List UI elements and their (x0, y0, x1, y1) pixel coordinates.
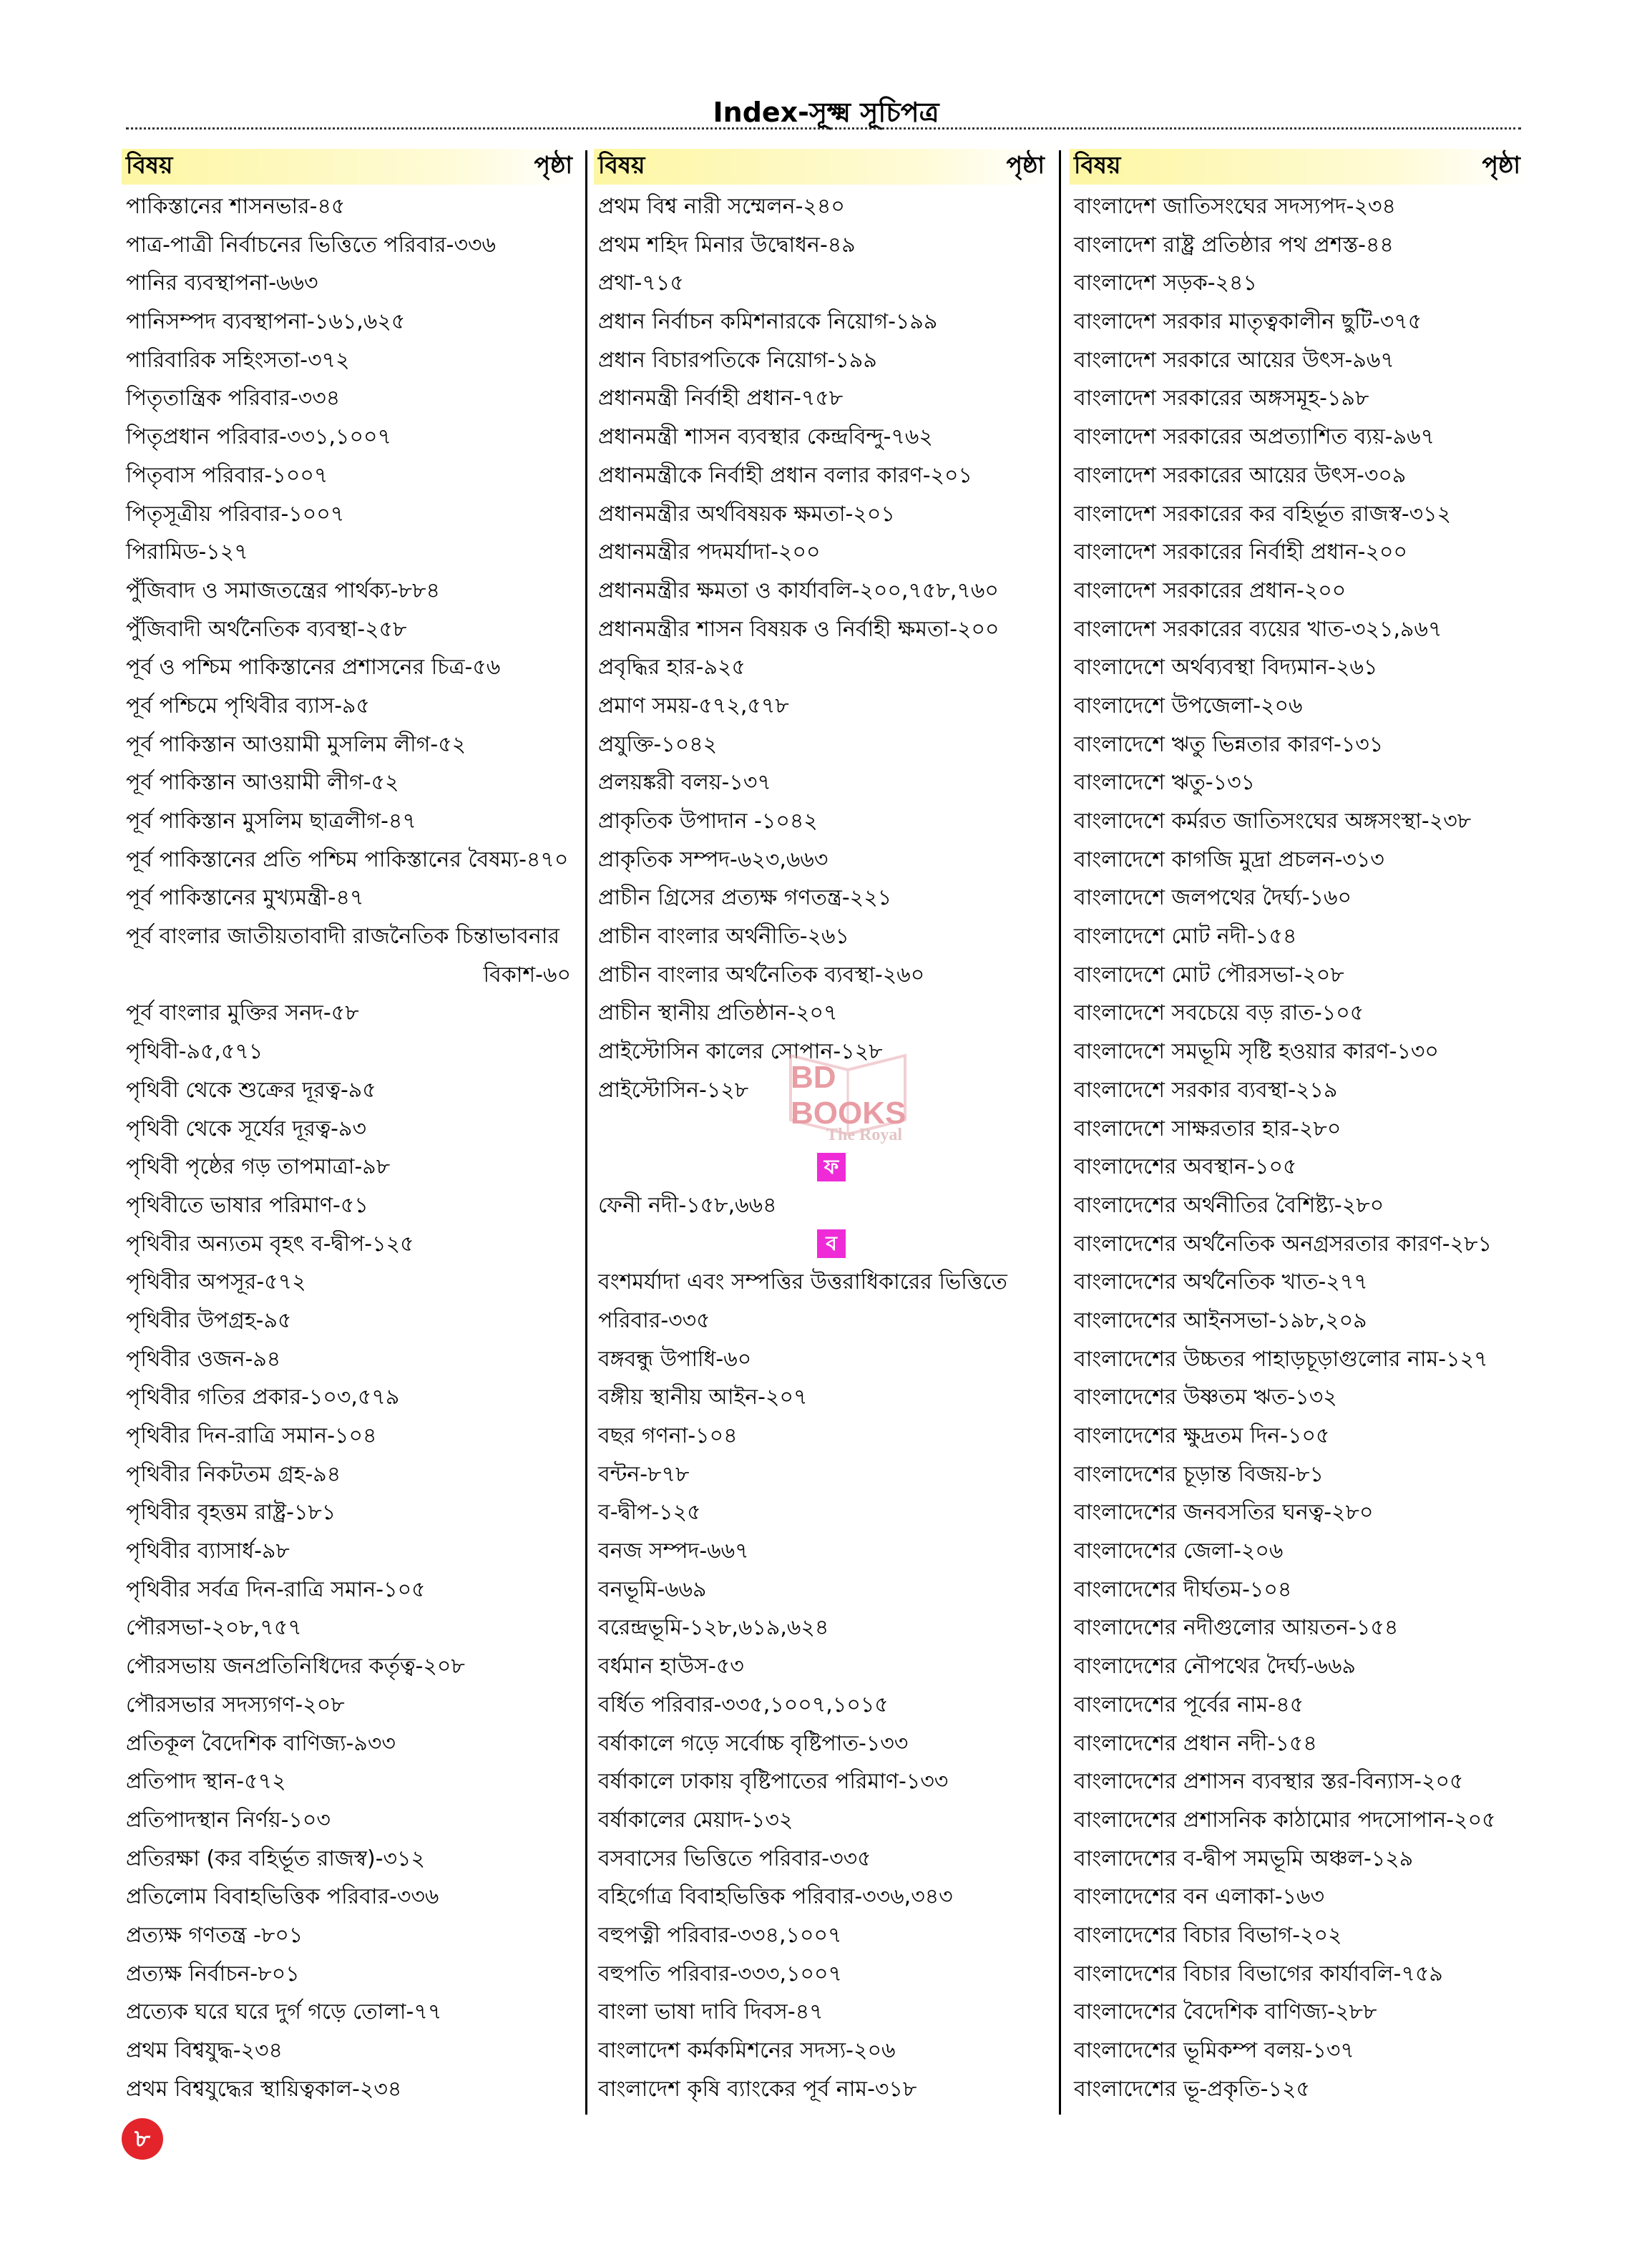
index-entry: প্রত্যক্ষ নির্বাচন-৮০১ (126, 1961, 300, 1987)
index-entry: বাংলাদেশে ঋতু-১৩১ (1074, 770, 1256, 796)
index-entry: পৃথিবীর উপগ্রহ-৯৫ (126, 1307, 292, 1333)
index-entry: পানির ব্যবস্থাপনা-৬৬৩ (126, 270, 318, 296)
index-entry: বাংলাদেশে মোট নদী-১৫৪ (1074, 924, 1297, 950)
index-entry: বর্ষাকালে গড়ে সর্বোচ্চ বৃষ্টিপাত-১৩৩ (598, 1730, 909, 1756)
index-entry: বন্টন-৮৭৮ (598, 1461, 690, 1487)
index-entry: বাংলাদেশের অবস্থান-১০৫ (1074, 1154, 1297, 1180)
index-entry: পৌরসভা-২০৮,৭৫৭ (126, 1615, 302, 1641)
index-entry: পৃথিবীর নিকটতম গ্রহ-৯৪ (126, 1461, 341, 1487)
index-entry: পিরামিড-১২৭ (126, 540, 248, 565)
index-entry: পারিবারিক সহিংসতা-৩৭২ (126, 347, 350, 373)
index-entry: বছর গণনা-১০৪ (598, 1423, 738, 1448)
index-entry: প্রধানমন্ত্রীর অর্থবিষয়ক ক্ষমতা-২০১ (598, 501, 895, 527)
index-entry: বাংলাদেশে উপজেলা-২০৬ (1074, 693, 1303, 718)
index-entry: বাংলাদেশের পূর্বের নাম-৪৫ (1074, 1692, 1304, 1717)
index-entry: বাংলাদেশে সমভূমি সৃষ্টি হওয়ার কারণ-১৩০ (1074, 1039, 1439, 1065)
index-entry: বাংলাদেশে সরকার ব্যবস্থা-২১৯ (1074, 1077, 1338, 1103)
header-page: পৃষ্ঠা (1482, 151, 1520, 179)
page-title: Index-সূক্ষ্ম সূচিপত্র (713, 97, 939, 128)
index-entry: বাংলাদেশ সরকার মাতৃত্বকালীন ছুটি-৩৭৫ (1074, 309, 1422, 335)
index-entry: বাংলাদেশের অর্থনীতির বৈশিষ্ট্য-২৮০ (1074, 1192, 1384, 1218)
header-subject: বিষয় (598, 151, 645, 179)
index-entry: পৃথিবীর অন্যতম বৃহৎ ব-দ্বীপ-১২৫ (126, 1231, 414, 1257)
column-divider-1 (585, 150, 587, 2115)
index-entry: বাংলাদেশ রাষ্ট্র প্রতিষ্ঠার পথ প্রশস্ত-৪৪ (1074, 232, 1394, 258)
index-entry: বনভূমি-৬৬৯ (598, 1576, 707, 1602)
index-entry: বনজ সম্পদ-৬৬৭ (598, 1539, 749, 1564)
index-entry: বহুপতি পরিবার-৩৩৩,১০০৭ (598, 1961, 843, 1987)
index-entry: পৃথিবী পৃষ্ঠের গড় তাপমাত্রা-৯৮ (126, 1154, 391, 1180)
watermark-logo (776, 1041, 927, 1163)
index-entry: প্রতিরক্ষা (কর বহির্ভূত রাজস্ব)-৩১২ (126, 1846, 426, 1871)
index-entry: পূর্ব পাকিস্তান মুসলিম ছাত্রলীগ-৪৭ (126, 809, 416, 834)
index-entry: পূর্ব পাকিস্তান আওয়ামী মুসলিম লীগ-৫২ (126, 731, 466, 757)
index-entry: বাংলাদেশের জনবসতির ঘনত্ব-২৮০ (1074, 1500, 1374, 1526)
watermark-text: BD BOOKS (791, 1060, 906, 1131)
index-entry: বাংলাদেশ সরকারে আয়ের উৎস-৯৬৭ (1074, 347, 1394, 373)
index-entry: বহুপত্নী পরিবার-৩৩৪,১০০৭ (598, 1922, 842, 1948)
title-divider (126, 127, 1521, 130)
index-entry: প্রমাণ সময়-৫৭২,৫৭৮ (598, 693, 789, 718)
section-letter-badge: ব (817, 1229, 846, 1258)
index-entry: বাংলাদেশের অর্থনৈতিক খাত-২৭৭ (1074, 1269, 1368, 1295)
watermark-subtext: The Royal (826, 1126, 903, 1144)
index-entry: প্রাচীন বাংলার অর্থনীতি-২৬১ (598, 924, 850, 950)
index-entry: পৌরসভার সদস্যগণ-২০৮ (126, 1692, 345, 1717)
index-entry: বাংলাদেশ কর্মকমিশনের সদস্য-২০৬ (598, 2038, 896, 2063)
index-entry: পূর্ব পাকিস্তান আওয়ামী লীগ-৫২ (126, 770, 399, 796)
index-entry: প্রথম বিশ্বযুদ্ধ-২৩৪ (126, 2038, 283, 2063)
index-entry: বরেন্দ্রভূমি-১২৮,৬১৯,৬২৪ (598, 1615, 829, 1641)
index-entry: প্রধান বিচারপতিকে নিয়োগ-১৯৯ (598, 347, 877, 373)
index-entry: বাংলাদেশ সরকারের অপ্রত্যাশিত ব্যয়-৯৬৭ (1074, 424, 1435, 450)
index-entry: বাংলা ভাষা দাবি দিবস-৪৭ (598, 1999, 823, 2025)
index-entry: বাংলাদেশ সরকারের অঙ্গসমূহ-১৯৮ (1074, 386, 1369, 411)
index-entry: বাংলাদেশের উষ্ণতম ঋত-১৩২ (1074, 1385, 1337, 1410)
page-number-badge: ৮ (122, 2118, 163, 2160)
index-entry: প্রধানমন্ত্রীর শাসন বিষয়ক ও নির্বাহী ক্ষমতা-২০০ (598, 616, 999, 642)
index-entry: বাংলাদেশের দীর্ঘতম-১০৪ (1074, 1576, 1292, 1602)
index-entry: প্রাইস্টোসিন কালের সোপান-১২৮ (598, 1039, 883, 1065)
index-entry: পরিবার-৩৩৫ (598, 1307, 710, 1333)
index-entry: পিতৃতান্ত্রিক পরিবার-৩৩৪ (126, 386, 341, 411)
index-entry: পূর্ব পাকিস্তানের মুখ্যমন্ত্রী-৪৭ (126, 885, 364, 911)
index-entry: প্রতিলোম বিবাহভিত্তিক পরিবার-৩৩৬ (126, 1884, 439, 1910)
index-entry: পানিসম্পদ ব্যবস্থাপনা-১৬১,৬২৫ (126, 309, 406, 335)
index-entry: বাংলাদেশের বিচার বিভাগ-২০২ (1074, 1922, 1342, 1948)
index-entry: পৃথিবী-৯৫,৫৭১ (126, 1039, 263, 1065)
index-entry: বাংলাদেশে অর্থব্যবস্থা বিদ্যমান-২৬১ (1074, 655, 1378, 681)
index-entry: প্রাচীন গ্রিসের প্রত্যক্ষ গণতন্ত্র-২২১ (598, 885, 892, 911)
index-entry: প্রধান নির্বাচন কমিশনারকে নিয়োগ-১৯৯ (598, 309, 938, 335)
index-entry: বাংলাদেশ সড়ক-২৪১ (1074, 270, 1257, 296)
index-entry: বাংলাদেশ জাতিসংঘের সদস্যপদ-২৩৪ (1074, 194, 1396, 219)
index-list (122, 187, 580, 2108)
index-entry: বাংলাদেশের ভূ-প্রকৃতি-১২৫ (1074, 2076, 1310, 2102)
index-entry: প্রলয়ঙ্করী বলয়-১৩৭ (598, 770, 771, 796)
index-entry: প্রত্যেক ঘরে ঘরে দুর্গ গড়ে তোলা-৭৭ (126, 1999, 442, 2025)
column-divider-2 (1059, 150, 1061, 2115)
index-entry: প্রথম শহিদ মিনার উদ্বোধন-৪৯ (598, 232, 856, 258)
index-entry: বাংলাদেশের নদীগুলোর আয়তন-১৫৪ (1074, 1615, 1399, 1641)
index-entry: পৃথিবীর দিন-রাত্রি সমান-১০৪ (126, 1423, 377, 1448)
index-entry: বাংলাদেশের বৈদেশিক বাণিজ্য-২৮৮ (1074, 1999, 1377, 2025)
index-entry: প্রতিপাদস্থান নির্ণয়-১০৩ (126, 1807, 331, 1833)
index-entry: পূর্ব পাকিস্তানের প্রতি পশ্চিম পাকিস্তানের বৈষম্য-৪৭০ (126, 847, 569, 872)
index-entry: পৃথিবীর ওজন-৯৪ (126, 1346, 281, 1372)
index-entry: পৃথিবীর অপসূর-৫৭২ (126, 1269, 306, 1295)
index-entry: বাংলাদেশের জেলা-২০৬ (1074, 1539, 1284, 1564)
index-entry: প্রথম বিশ্ব নারী সম্মেলন-২৪০ (598, 194, 845, 219)
index-entry: প্রাকৃতিক উপাদান -১০৪২ (598, 809, 818, 834)
index-column-3 (1070, 149, 1528, 2108)
index-entry: বাংলাদেশে মোট পৌরসভা-২০৮ (1074, 962, 1344, 988)
index-entry: প্রাইস্টোসিন-১২৮ (598, 1077, 749, 1103)
index-entry: বাংলাদেশের ভূমিকম্প বলয়-১৩৭ (1074, 2038, 1354, 2063)
index-entry: পিতৃসূত্রীয় পরিবার-১০০৭ (126, 501, 345, 527)
index-entry: বাংলাদেশ সরকারের নির্বাহী প্রধান-২০০ (1074, 540, 1407, 565)
index-entry: পিতৃপ্রধান পরিবার-৩৩১,১০০৭ (126, 424, 391, 450)
index-entry: প্রাচীন বাংলার অর্থনৈতিক ব্যবস্থা-২৬০ (598, 962, 925, 988)
index-entry: ব-দ্বীপ-১২৫ (598, 1500, 701, 1526)
index-entry: প্রাচীন স্থানীয় প্রতিষ্ঠান-২০৭ (598, 1000, 838, 1026)
index-entry: বাংলাদেশ সরকারের আয়ের উৎস-৩০৯ (1074, 462, 1407, 488)
index-entry: বহির্গোত্র বিবাহভিত্তিক পরিবার-৩৩৬,৩৪৩ (598, 1884, 953, 1910)
index-entry: বাংলাদেশের ব-দ্বীপ সমভূমি অঞ্চল-১২৯ (1074, 1846, 1414, 1871)
index-entry: প্রতিপাদ স্থান-৫৭২ (126, 1769, 286, 1795)
index-entry: প্রত্যক্ষ গণতন্ত্র -৮০১ (126, 1922, 303, 1948)
index-entry: পৃথিবীর বৃহত্তম রাষ্ট্র-১৮১ (126, 1500, 336, 1526)
index-entry: বাংলাদেশে জলপথের দৈর্ঘ্য-১৬০ (1074, 885, 1352, 911)
index-entry: ফেনী নদী-১৫৮,৬৬৪ (598, 1192, 777, 1218)
index-entry: বাংলাদেশের প্রধান নদী-১৫৪ (1074, 1730, 1317, 1756)
index-entry: বাংলাদেশের উচ্চতর পাহাড়চূড়াগুলোর নাম-১২৭ (1074, 1346, 1488, 1372)
index-entry: বঙ্গীয় স্থানীয় আইন-২০৭ (598, 1385, 808, 1410)
index-entry: পাকিস্তানের শাসনভার-৪৫ (126, 194, 346, 219)
index-entry: বাংলাদেশের অর্থনৈতিক অনগ্রসরতার কারণ-২৮১ (1074, 1231, 1492, 1257)
index-entry: বাংলাদেশের বন এলাকা-১৬৩ (1074, 1884, 1325, 1910)
index-entry: বাংলাদেশ সরকারের ব্যয়ের খাত-৩২১,৯৬৭ (1074, 616, 1442, 642)
index-entry: বর্ষাকালে ঢাকায় বৃষ্টিপাতের পরিমাণ-১৩৩ (598, 1769, 949, 1795)
header-page: পৃষ্ঠা (1006, 151, 1045, 179)
index-list (1070, 187, 1528, 2108)
column-header (1070, 149, 1528, 185)
index-entry: বাংলাদেশের ক্ষুদ্রতম দিন-১০৫ (1074, 1423, 1330, 1448)
index-entry: বঙ্গবন্ধু উপাধি-৬০ (598, 1346, 752, 1372)
index-entry: বাংলাদেশের প্রশাসন ব্যবস্থার স্তর-বিন্যাস-২০৫ (1074, 1769, 1464, 1795)
index-entry: বাংলাদেশের প্রশাসনিক কাঠামোর পদসোপান-২০৫ (1074, 1807, 1496, 1833)
index-entry: প্রথম বিশ্বযুদ্ধের স্থায়িত্বকাল-২৩৪ (126, 2076, 402, 2102)
index-entry: পাত্র-পাত্রী নির্বাচনের ভিত্তিতে পরিবার-৩৩৬ (126, 232, 496, 258)
index-entry: বর্ধমান হাউস-৫৩ (598, 1654, 744, 1680)
index-entry: পৃথিবী থেকে সূর্যের দূরত্ব-৯৩ (126, 1116, 366, 1141)
index-entry: পূর্ব বাংলার জাতীয়তাবাদী রাজনৈতিক চিন্তাভাবনার (126, 924, 559, 950)
index-entry: বাংলাদেশে কাগজি মুদ্রা প্রচলন-৩১৩ (1074, 847, 1384, 872)
index-entry: বাংলাদেশের চূড়ান্ত বিজয়-৮১ (1074, 1461, 1324, 1487)
index-entry: বাংলাদেশের নৌপথের দৈর্ঘ্য-৬৬৯ (1074, 1654, 1356, 1680)
index-entry: প্রধানমন্ত্রীর ক্ষমতা ও কার্যাবলি-২০০,৭৫৮,৭৬০ (598, 577, 999, 603)
index-entry: বিকাশ-৬০ (483, 962, 571, 988)
index-entry: পুঁজিবাদ ও সমাজতন্ত্রের পার্থক্য-৮৮৪ (126, 577, 440, 603)
index-entry: বাংলাদেশ সরকারের কর বহির্ভূত রাজস্ব-৩১২ (1074, 501, 1452, 527)
column-header (594, 149, 1052, 185)
index-entry: পৃথিবীর সর্বত্র দিন-রাত্রি সমান-১০৫ (126, 1576, 426, 1602)
index-entry: বাংলাদেশ কৃষি ব্যাংকের পূর্ব নাম-৩১৮ (598, 2076, 917, 2102)
index-entry: প্রতিকূল বৈদেশিক বাণিজ্য-৯৩৩ (126, 1730, 396, 1756)
index-entry: পূর্ব ও পশ্চিম পাকিস্তানের প্রশাসনের চিত্র-৫৬ (126, 655, 501, 681)
header-page: পৃষ্ঠা (534, 151, 572, 179)
index-entry: প্রথা-৭১৫ (598, 270, 684, 296)
index-entry: বসবাসের ভিত্তিতে পরিবার-৩৩৫ (598, 1846, 871, 1871)
index-entry: বাংলাদেশ সরকারের প্রধান-২০০ (1074, 577, 1346, 603)
index-entry: বংশমর্যাদা এবং সম্পত্তির উত্তরাধিকারের ভিত্তিতে (598, 1269, 1007, 1295)
index-entry: পৃথিবীতে ভাষার পরিমাণ-৫১ (126, 1192, 368, 1218)
index-entry: প্রধানমন্ত্রী শাসন ব্যবস্থার কেন্দ্রবিন্দু-৭৬২ (598, 424, 933, 450)
index-entry: বাংলাদেশের আইনসভা-১৯৮,২০৯ (1074, 1307, 1367, 1333)
index-entry: বর্ষাকালের মেয়াদ-১৩২ (598, 1807, 793, 1833)
index-entry: বাংলাদেশে সাক্ষরতার হার-২৮০ (1074, 1116, 1341, 1141)
index-entry: পৃথিবীর গতির প্রকার-১০৩,৫৭৯ (126, 1385, 400, 1410)
index-entry: প্রধানমন্ত্রী নির্বাহী প্রধান-৭৫৮ (598, 386, 844, 411)
index-entry: প্রধানমন্ত্রীকে নির্বাহী প্রধান বলার কারণ-২০১ (598, 462, 973, 488)
index-entry: পূর্ব পশ্চিমে পৃথিবীর ব্যাস-৯৫ (126, 693, 370, 718)
column-header (122, 149, 580, 185)
index-entry: বাংলাদেশে ঋতু ভিন্নতার কারণ-১৩১ (1074, 731, 1384, 757)
index-entry: পিতৃবাস পরিবার-১০০৭ (126, 462, 328, 488)
index-entry: প্রধানমন্ত্রীর পদমর্যাদা-২০০ (598, 540, 821, 565)
index-column-1 (122, 149, 580, 2108)
index-entry: পৌরসভায় জনপ্রতিনিধিদের কর্তৃত্ব-২০৮ (126, 1654, 465, 1680)
header-subject: বিষয় (126, 151, 173, 179)
section-letter-row (594, 1225, 1052, 1264)
index-entry: প্রবৃদ্ধির হার-৯২৫ (598, 655, 746, 681)
index-entry: বর্ধিত পরিবার-৩৩৫,১০০৭,১০১৫ (598, 1692, 889, 1717)
index-entry: পূর্ব বাংলার মুক্তির সনদ-৫৮ (126, 1000, 359, 1026)
header-subject: বিষয় (1074, 151, 1121, 179)
index-entry: প্রযুক্তি-১০৪২ (598, 731, 718, 757)
index-entry: পৃথিবী থেকে শুক্রের দূরত্ব-৯৫ (126, 1077, 376, 1103)
index-entry: পৃথিবীর ব্যাসার্ধ-৯৮ (126, 1539, 290, 1564)
index-entry: বাংলাদেশের বিচার বিভাগের কার্যাবলি-৭৫৯ (1074, 1961, 1443, 1987)
index-entry: পুঁজিবাদী অর্থনৈতিক ব্যবস্থা-২৫৮ (126, 616, 407, 642)
index-entry: বাংলাদেশে সবচেয়ে বড় রাত-১০৫ (1074, 1000, 1364, 1026)
index-entry: প্রাকৃতিক সম্পদ-৬২৩,৬৬৩ (598, 847, 829, 872)
section-letter-badge: ফ (817, 1153, 846, 1181)
index-entry: বাংলাদেশে কর্মরত জাতিসংঘের অঙ্গসংস্থা-২৩৮ (1074, 809, 1472, 834)
